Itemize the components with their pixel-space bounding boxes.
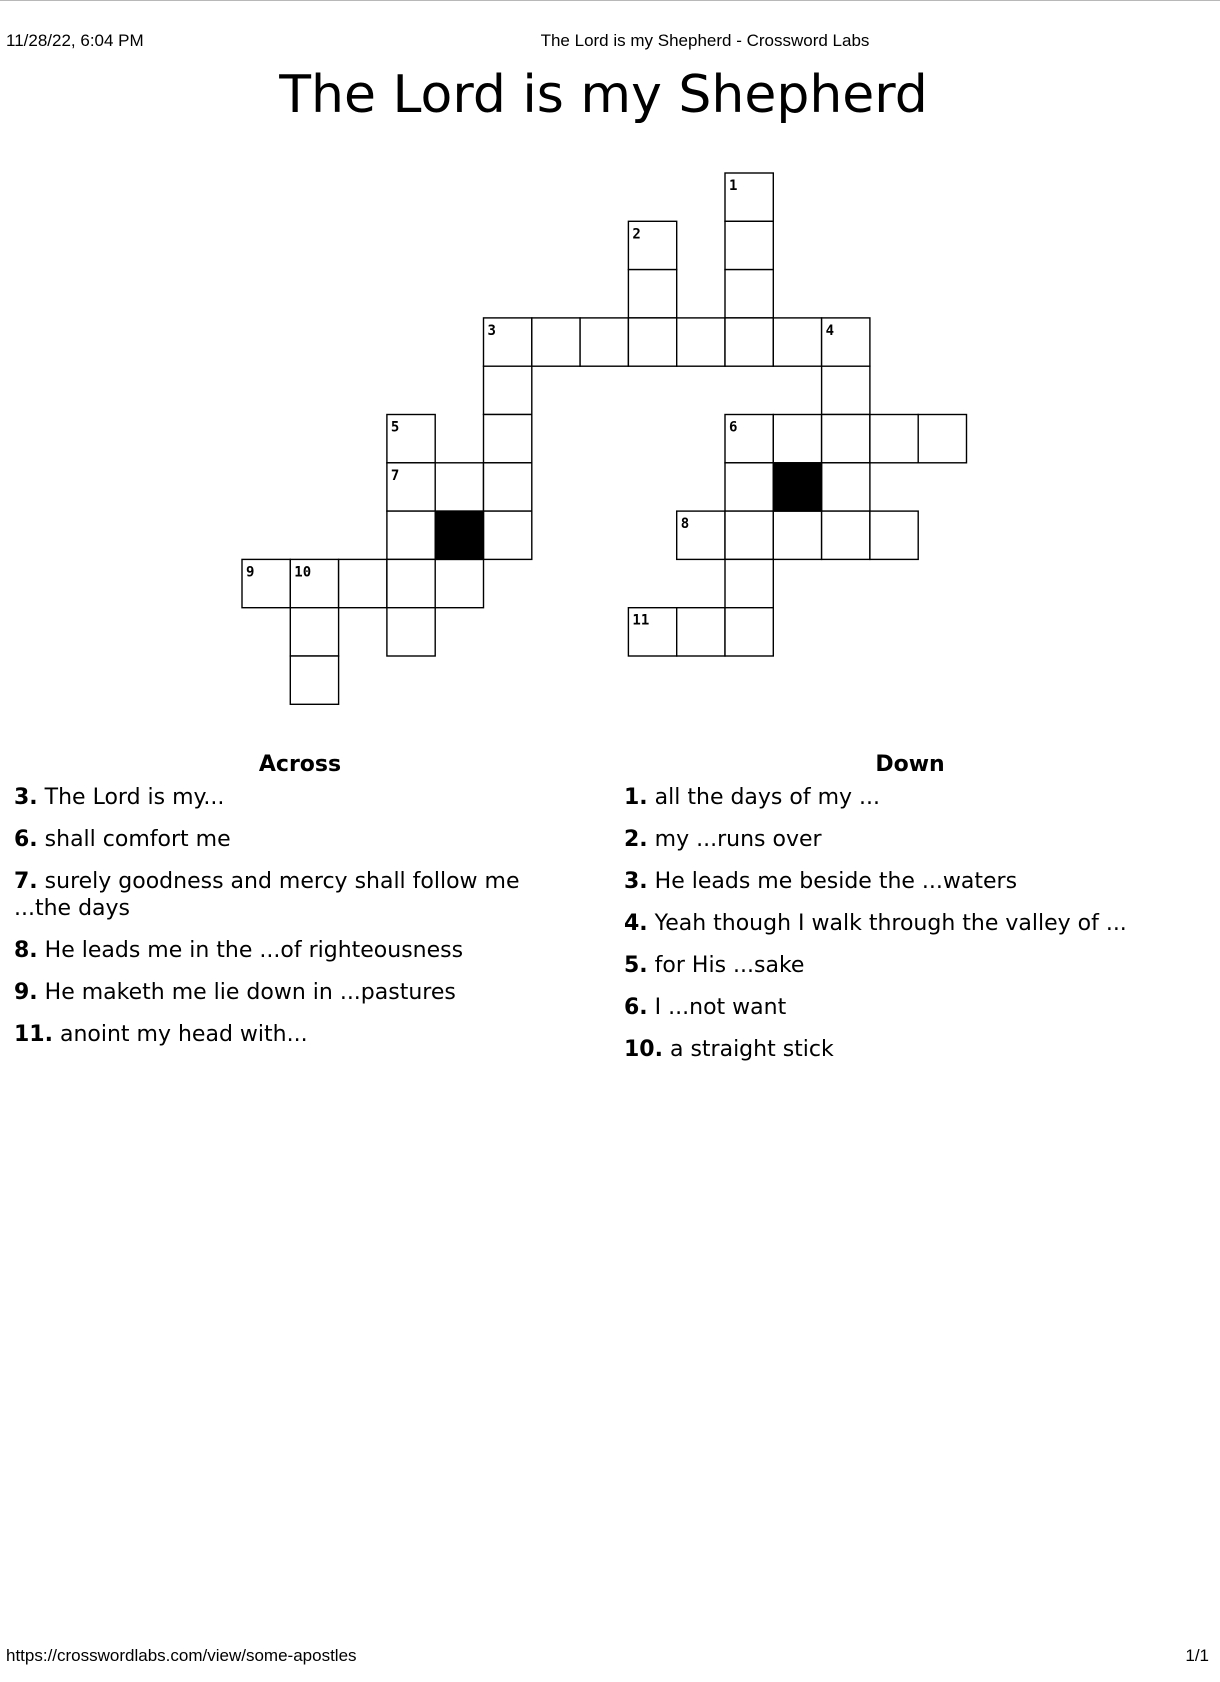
grid-cell[interactable] [773,511,821,559]
down-clue [624,868,1184,895]
across-clue [14,979,574,1006]
grid-cell[interactable] [725,463,773,511]
clue-number-label: 9 [246,564,255,581]
grid-cell[interactable] [677,608,725,656]
grid-cell[interactable] [918,415,966,463]
clue-text: anoint my head with... [59,1022,308,1047]
clue-text: He leads me in the ...of righteousness [44,938,464,963]
clue-number-label: 6 [729,419,738,436]
clue-number-label: 3 [487,322,496,339]
grid-cell[interactable] [725,318,773,366]
clue-number: 10. [624,1037,663,1062]
print-page-count: 1/1 [1185,1646,1209,1665]
clue-number: 5. [624,953,648,978]
clue-number: 1. [624,785,648,810]
clue-number-label: 5 [390,419,400,436]
down-clue [624,784,1184,811]
down-heading: Down [875,752,945,777]
grid-cell[interactable] [484,415,532,463]
grid-cell[interactable] [725,608,773,656]
grid-cell[interactable] [387,511,435,559]
grid-cell[interactable] [725,270,773,318]
grid-cell[interactable] [387,608,435,656]
clue-number: 7. [14,869,38,894]
grid-cell[interactable] [822,366,870,414]
grid-cell[interactable] [725,511,773,559]
clue-text: a straight stick [669,1037,834,1062]
grid-cell[interactable] [484,463,532,511]
grid-cell[interactable] [435,463,483,511]
clue-number-label: 11 [632,612,650,629]
grid-cell[interactable] [677,318,725,366]
clue-text: Yeah though I walk through the valley of ... [654,911,1127,936]
down-clues [624,752,1184,1078]
grid-cell[interactable] [290,608,338,656]
down-clue [624,826,1184,853]
clue-number: 6. [14,827,38,852]
grid-cell[interactable] [725,559,773,607]
grid-cell[interactable] [773,318,821,366]
clue-text: He maketh me lie down in ...pastures [44,980,456,1005]
across-clue [14,868,574,922]
clue-text: surely goodness and mercy shall follow me ...the days [14,869,520,921]
down-clue [624,910,1184,937]
across-clue [14,937,574,964]
grid-cell[interactable] [725,221,773,269]
grid-cell[interactable] [387,559,435,607]
page-title: The Lord is my Shepherd [279,65,928,125]
down-clue [624,1036,1184,1063]
grid-cell[interactable] [822,415,870,463]
clue-number: 4. [624,911,648,936]
grid-cell[interactable] [290,656,338,704]
grid-cell[interactable] [822,463,870,511]
across-clue [14,1021,574,1048]
clue-number: 6. [624,995,648,1020]
crossword-grid [0,0,1220,720]
grid-cell[interactable] [628,318,676,366]
grid-cell[interactable] [484,511,532,559]
black-cell [773,463,821,511]
clue-number-label: 4 [825,322,835,339]
across-clues [14,752,574,1063]
across-clue [14,784,574,811]
grid-cell[interactable] [773,415,821,463]
clue-text: The Lord is my... [44,785,225,810]
clue-number-label: 8 [680,516,690,533]
grid-cell[interactable] [435,559,483,607]
grid-cell[interactable] [580,318,628,366]
clue-number: 11. [14,1022,53,1047]
black-cell [435,511,483,559]
clue-number-label: 2 [632,226,641,243]
grid-cell[interactable] [822,511,870,559]
grid-cell[interactable] [628,270,676,318]
clue-text: shall comfort me [44,827,231,852]
clue-text: for His ...sake [654,953,805,978]
across-heading: Across [258,752,342,777]
print-url: https://crosswordlabs.com/view/some-apostles [6,1646,357,1665]
clue-number: 3. [14,785,38,810]
across-clue [14,826,574,853]
clue-number: 8. [14,938,38,963]
clue-number-label: 1 [729,178,738,194]
down-clue [624,994,1184,1021]
clue-text: He leads me beside the ...waters [654,869,1018,894]
print-doc-title: The Lord is my Shepherd - Crossword Labs [540,31,870,50]
grid-cell[interactable] [484,366,532,414]
down-clue [624,952,1184,979]
clue-number: 9. [14,980,38,1005]
clue-number-label: 7 [390,467,400,484]
clue-number: 3. [624,869,648,894]
clue-number-label: 10 [294,564,312,581]
grid-cell[interactable] [870,415,918,463]
clue-text: my ...runs over [654,827,822,852]
clue-text: I ...not want [654,995,787,1020]
clue-number: 2. [624,827,648,852]
grid-cell[interactable] [339,559,387,607]
clue-text: all the days of my ... [654,785,881,810]
print-datetime: 11/28/22, 6:04 PM [6,31,144,50]
grid-cell[interactable] [532,318,580,366]
grid-cell[interactable] [870,511,918,559]
